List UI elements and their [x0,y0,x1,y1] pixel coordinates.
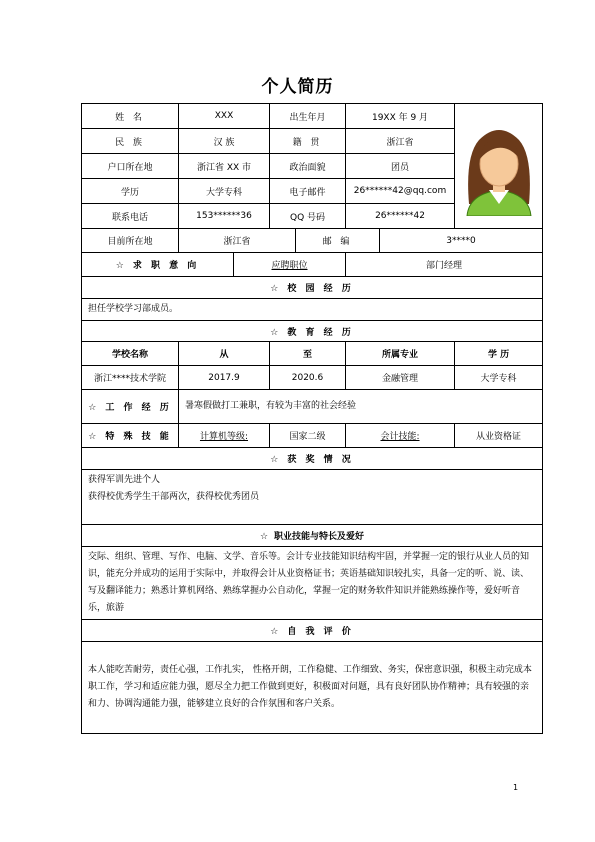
intention-value: 部门经理 [346,253,543,277]
edu-to: 2020.6 [270,366,346,390]
location-label: 目前所在地 [82,229,179,253]
career-text: 交际、组织、管理、写作、电脑、文学、音乐等。会计专业技能知识结构牢固，并掌握一定的银行从业人员的知识，能充分并成功的运用于实际中，并取得会计从业资格证书；英语基础知识较扎实，具备一定的听、说、读、写及翻译能力；熟悉计算机网络、熟练掌握办公自动化，掌握一定的财务软件知识并能熟练操作等，爱好听音乐，旅游 [82,547,543,620]
star-icon: ☆ [259,532,269,542]
self-text: 本人能吃苦耐劳，责任心强，工作扎实， 性格开朗，工作稳健、工作细致、务实，保密意识强，积极主动完成本职工作，学习和适应能力强，愿尽全力把工作做到更好，积极面对问题，具有良好团队协作精神；具有较强的亲和力、协调沟通能力强，能够建立良好的合作氛围和客户关系。 [82,642,543,734]
political-label: 政治面貌 [270,154,346,179]
edu-label: 学历 [82,179,179,204]
edu-school: 浙江****技术学院 [82,366,179,390]
political-value: 团员 [346,154,455,179]
ethnic-value: 汉 族 [179,129,270,154]
skill1-value: 国家二级 [270,424,346,448]
resume-table [81,103,543,734]
page-number: 1 [512,783,519,792]
star-icon: ☆ [270,627,282,637]
edu-value: 大学专科 [179,179,270,204]
qq-value: 26******42 [346,204,455,229]
skill2-value: 从业资格证 [455,424,543,448]
intention-heading: ☆ 求 职 意 向 [82,253,234,277]
star-icon: ☆ [88,403,100,413]
native-value: 浙江省 [346,129,455,154]
hukou-label: 户口所在地 [82,154,179,179]
self-heading: ☆ 自 我 评 价 [82,620,543,642]
phone-label: 联系电话 [82,204,179,229]
work-heading: ☆ 工 作 经 历 [82,390,179,424]
edu-degree: 大学专科 [455,366,543,390]
zip-value: 3****0 [380,229,543,253]
list-item: 获得军训先进个人 [88,475,161,485]
edu-major: 金融管理 [346,366,455,390]
campus-heading: ☆ 校 园 经 历 [82,277,543,299]
skill2-label: 会计技能: [346,424,455,448]
star-icon: ☆ [88,432,100,442]
page-title: 个人简历 [261,77,334,97]
table-row [82,366,543,390]
awards-heading: ☆ 获 奖 情 况 [82,448,543,470]
list-item: 获得校优秀学生干部两次，获得校优秀团员 [88,492,260,502]
edu-header-degree: 学 历 [455,342,543,366]
photo-cell [455,104,543,229]
edu-header-to: 至 [270,342,346,366]
native-label: 籍 贯 [270,129,346,154]
skill1-label: 计算机等级: [179,424,270,448]
edu-header-from: 从 [179,342,270,366]
edu-from: 2017.9 [179,366,270,390]
email-value: 26******42@qq.com [346,179,455,204]
star-icon: ☆ [270,327,282,338]
birth-label: 出生年月 [270,104,346,129]
edu-header-school: 学校名称 [82,342,179,366]
birth-value: 19XX 年 9 月 [346,104,455,129]
hukou-value: 浙江省 XX 市 [179,154,270,179]
qq-label: QQ 号码 [270,204,346,229]
edu-header-major: 所属专业 [346,342,455,366]
skills-heading: ☆ 特 殊 技 能 [82,424,179,448]
name-value: XXX [179,104,270,129]
intention-label: 应聘职位 [234,253,346,277]
location-value: 浙江省 [179,229,296,253]
ethnic-label: 民 族 [82,129,179,154]
star-icon: ☆ [270,455,282,465]
education-heading: ☆ 教 育 经 历 [82,321,543,342]
name-label: 姓 名 [82,104,179,129]
awards-list [82,470,543,525]
zip-label: 邮 编 [296,229,380,253]
email-label: 电子邮件 [270,179,346,204]
star-icon: ☆ [115,261,127,271]
campus-text: 担任学校学习部成员。 [82,299,543,321]
avatar [457,116,541,216]
star-icon: ☆ [270,284,282,294]
work-text: 暑寒假做打工兼职，有较为丰富的社会经验 [179,390,543,424]
phone-value: 153******36 [179,204,270,229]
career-heading: ☆ 职业技能与特长及爱好 [82,525,543,547]
